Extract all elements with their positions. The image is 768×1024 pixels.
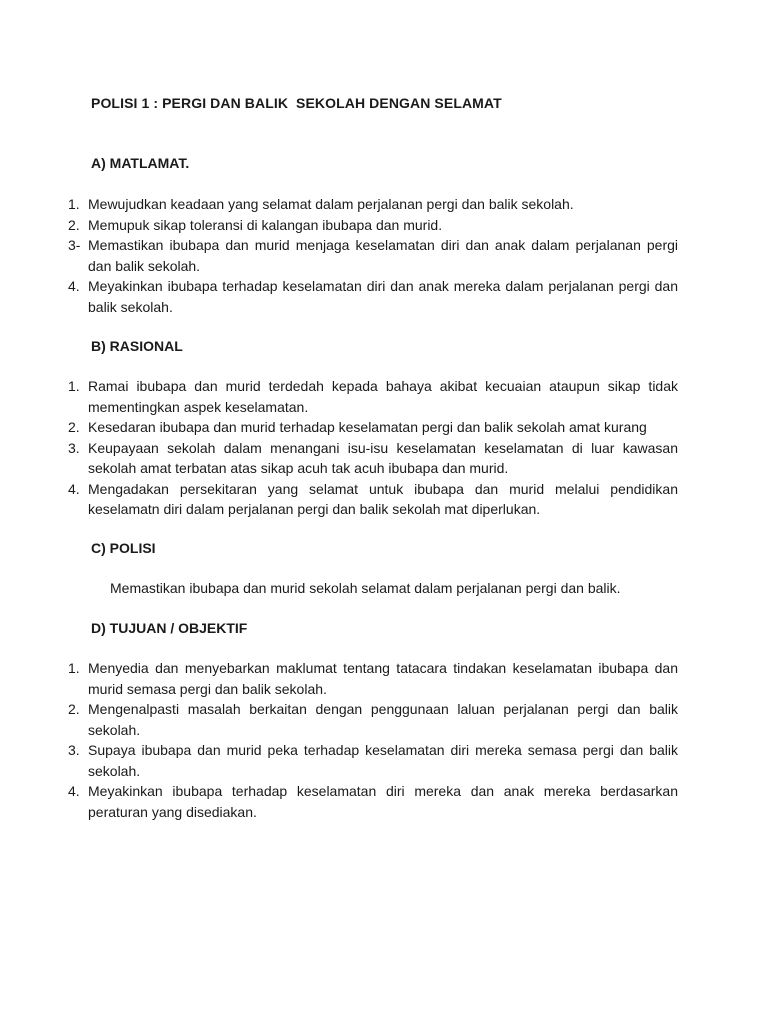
policy-statement: Memastikan ibubapa dan murid sekolah selamat dalam perjalanan pergi dan balik. <box>110 580 621 596</box>
list-item-text: Mengadakan persekitaran yang selamat untuk ibubapa dan murid melalui pendidikan keselamatn diri dalam perjalanan pergi dan balik sekolah mat diperlukan. <box>88 480 678 517</box>
list-item-number: 3. <box>68 439 80 456</box>
list-item-text: Supaya ibubapa dan murid peka terhadap keselamatan diri mereka semasa pergi dan balik sekolah. <box>88 742 678 779</box>
document-title: POLISI 1 : PERGI DAN BALIK SEKOLAH DENGAN SELAMAT <box>91 95 502 111</box>
rasional-list <box>68 376 678 520</box>
list-item-number: 4. <box>68 783 80 799</box>
matlamat-list <box>68 194 678 317</box>
list-item <box>68 658 678 699</box>
tujuan-list <box>68 658 678 822</box>
list-item <box>68 417 678 438</box>
list-item <box>68 235 678 276</box>
list-item-text: Ramai ibubapa dan murid terdedah kepada bahaya akibat kecuaian ataupun sikap tidak mementingkan aspek keselamatan. <box>88 378 678 415</box>
list-item <box>68 276 678 317</box>
list-item-number: 2. <box>68 701 80 717</box>
list-item-number: 2. <box>68 419 80 435</box>
list-item-number: 4. <box>68 278 80 294</box>
list-item-number: 3. <box>68 742 80 758</box>
list-item <box>68 479 678 520</box>
list-item-text: Mengenalpasti masalah berkaitan dengan penggunaan laluan perjalanan pergi dan balik sekolah. <box>88 701 678 738</box>
list-item-text: Menyedia dan menyebarkan maklumat tentang tatacara tindakan keselamatan ibubapa dan murid semasa pergi dan balik sekolah. <box>88 660 678 697</box>
list-item-text: Mewujudkan keadaan yang selamat dalam perjalanan pergi dan balik sekolah. <box>88 196 574 212</box>
list-item <box>68 215 678 236</box>
section-heading-polisi: C) POLISI <box>91 540 156 556</box>
list-item-text: Memupuk sikap toleransi di kalangan ibubapa dan murid. <box>88 216 443 233</box>
list-item-text: Kesedaran ibubapa dan murid terhadap keselamatan pergi dan balik sekolah amat kurang <box>88 419 647 435</box>
section-heading-matlamat: A) MATLAMAT. <box>91 155 190 171</box>
list-item <box>68 194 678 215</box>
list-item-text: Meyakinkan ibubapa terhadap keselamatan diri mereka dan anak mereka berdasarkan peraturan yang disediakan. <box>88 783 678 820</box>
list-item-number: 2. <box>68 216 80 233</box>
list-item <box>68 699 678 740</box>
list-item-number: 4. <box>68 480 80 497</box>
list-item-number: 1. <box>68 660 80 676</box>
list-item-number: 3- <box>68 237 81 253</box>
list-item <box>68 740 678 781</box>
section-heading-tujuan: D) TUJUAN / OBJEKTIF <box>91 620 248 636</box>
list-item <box>68 376 678 417</box>
list-item-number: 1. <box>68 378 80 394</box>
section-heading-rasional: B) RASIONAL <box>91 338 183 354</box>
list-item-number: 1. <box>68 196 80 212</box>
list-item-text: Memastikan ibubapa dan murid menjaga keselamatan diri dan anak dalam perjalanan pergi dan balik sekolah. <box>88 237 678 274</box>
list-item-text: Keupayaan sekolah dalam menangani isu-isu keselamatan keselamatan di luar kawasan sekolah amat terbatan atas sikap acuh tak acuh ibubapa dan murid. <box>88 439 678 476</box>
list-item-text: Meyakinkan ibubapa terhadap keselamatan diri dan anak mereka dalam perjalanan pergi dan balik sekolah. <box>88 278 678 315</box>
list-item <box>68 438 678 479</box>
list-item <box>68 781 678 822</box>
